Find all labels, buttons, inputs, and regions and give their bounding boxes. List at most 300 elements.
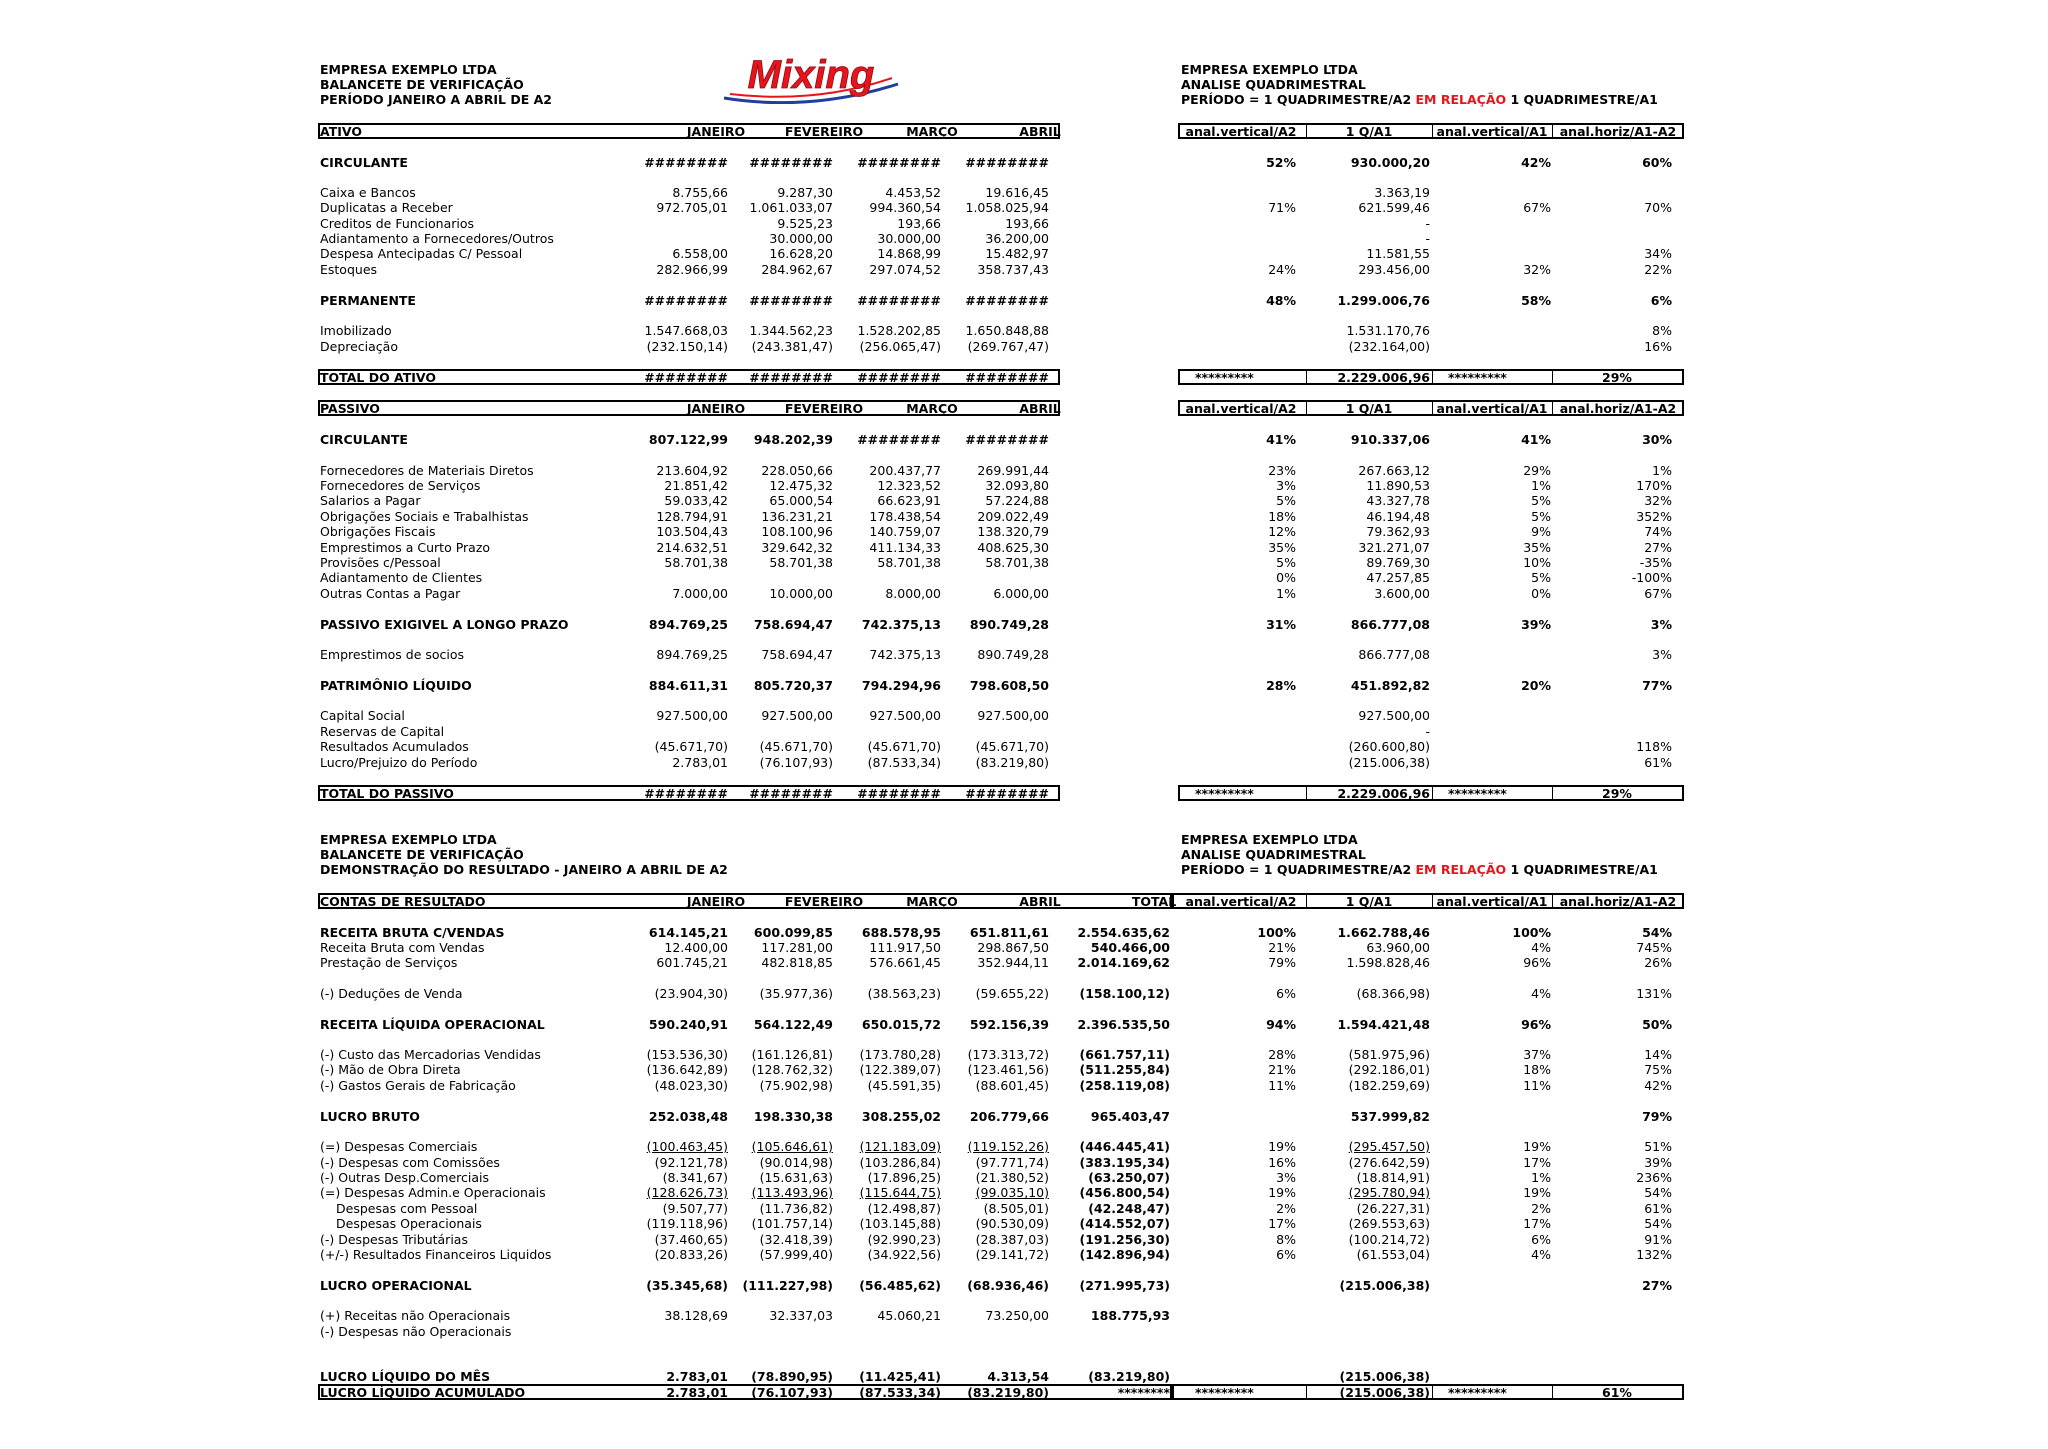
passivo-cell: 59.033,42 bbox=[664, 493, 728, 508]
analise-header-2 bbox=[1181, 832, 1658, 877]
ativo-cell: 193,66 bbox=[897, 216, 941, 231]
ativo-cell: 24% bbox=[1268, 262, 1296, 277]
resultado-cell: (88.601,45) bbox=[975, 1078, 1049, 1093]
ativo-cell: 32% bbox=[1523, 262, 1551, 277]
passivo-cell: 214.632,51 bbox=[656, 540, 728, 555]
company-name: EMPRESA EXEMPLO LTDA bbox=[320, 62, 497, 77]
ativo-cell: 1.061.033,07 bbox=[749, 200, 833, 215]
resultado-cell: (18.814,91) bbox=[1356, 1170, 1430, 1185]
dre-header bbox=[320, 832, 728, 877]
ativo-cell: 58% bbox=[1521, 293, 1551, 308]
passivo-row bbox=[0, 463, 2048, 478]
resultado-cell: 198.330,38 bbox=[753, 1109, 833, 1124]
passivo-cell: 12.475,32 bbox=[769, 478, 833, 493]
passivo-cell: 329.642,32 bbox=[761, 540, 833, 555]
resultado-cell: 28% bbox=[1268, 1047, 1296, 1062]
resultado-row-label: Prestação de Serviços bbox=[320, 955, 458, 970]
resultado-cell: (90.014,98) bbox=[759, 1155, 833, 1170]
passivo-total-cell: ######## bbox=[857, 786, 941, 801]
passivo-cell: -35% bbox=[1639, 555, 1672, 570]
resultado-analysis-header: anal.horiz/A1-A2 bbox=[1559, 894, 1677, 909]
passivo-cell: 103.504,43 bbox=[656, 524, 728, 539]
resultado-cell: 590.240,91 bbox=[648, 1017, 728, 1032]
resultado-row-label: LUCRO LÍQUIDO DO MÊS bbox=[320, 1369, 491, 1384]
resultado-cell: 21% bbox=[1268, 1062, 1296, 1077]
passivo-cell: ######## bbox=[965, 432, 1049, 447]
ativo-cell: 8.755,66 bbox=[672, 185, 728, 200]
resultado-cell: 63.960,00 bbox=[1366, 940, 1430, 955]
ativo-row-label: Depreciação bbox=[320, 339, 398, 354]
resultado-cell: 6% bbox=[1276, 1247, 1296, 1262]
resultado-cell: (295.457,50) bbox=[1348, 1139, 1430, 1154]
resultado-row-label: (-) Mão de Obra Direta bbox=[320, 1062, 461, 1077]
resultado-cell: 73.250,00 bbox=[985, 1308, 1049, 1323]
ativo-total-cell: ######## bbox=[857, 370, 941, 385]
resultado-cell: (122.389,07) bbox=[859, 1062, 941, 1077]
resultado-cell: (101.757,14) bbox=[751, 1216, 833, 1231]
resultado-analysis-header: anal.vertical/A2 bbox=[1185, 894, 1297, 909]
resultado-cell: 482.818,85 bbox=[761, 955, 833, 970]
resultado-cell: (32.418,39) bbox=[759, 1232, 833, 1247]
passivo-cell: 30% bbox=[1642, 432, 1672, 447]
passivo-month-header: ABRIL bbox=[1019, 401, 1061, 416]
ativo-row-label: Imobilizado bbox=[320, 323, 392, 338]
resultado-row-label: LUCRO BRUTO bbox=[320, 1109, 420, 1124]
passivo-cell: 9% bbox=[1531, 524, 1551, 539]
passivo-cell: 32% bbox=[1644, 493, 1672, 508]
resultado-row bbox=[0, 1369, 2048, 1384]
ativo-cell: 8% bbox=[1652, 323, 1672, 338]
resultado-row-label: (-) Deduções de Venda bbox=[320, 986, 463, 1001]
resultado-cell: (292.186,01) bbox=[1348, 1062, 1430, 1077]
resultado-row bbox=[0, 1078, 2048, 1093]
passivo-row bbox=[0, 478, 2048, 493]
passivo-cell: 138.320,79 bbox=[977, 524, 1049, 539]
ativo-cell: 60% bbox=[1642, 155, 1672, 170]
ativo-cell: 6% bbox=[1650, 293, 1672, 308]
resultado-cell: 51% bbox=[1644, 1139, 1672, 1154]
passivo-row bbox=[0, 540, 2048, 555]
ativo-cell: 621.599,46 bbox=[1358, 200, 1430, 215]
passivo-cell: 948.202,39 bbox=[753, 432, 833, 447]
resultado-cell: 651.811,61 bbox=[969, 925, 1049, 940]
em-relacao-highlight: EM RELAÇÃO bbox=[1415, 92, 1507, 107]
ativo-cell: 930.000,20 bbox=[1350, 155, 1430, 170]
passivo-cell: 58.701,38 bbox=[664, 555, 728, 570]
resultado-cell: (45.591,35) bbox=[867, 1078, 941, 1093]
resultado-cell: (182.259,69) bbox=[1348, 1078, 1430, 1093]
passivo-cell: ######## bbox=[857, 432, 941, 447]
ativo-cell: 284.962,67 bbox=[761, 262, 833, 277]
passivo-row bbox=[0, 739, 2048, 754]
resultado-header-row bbox=[0, 894, 2048, 909]
passivo-cell: 108.100,96 bbox=[761, 524, 833, 539]
resultado-cell: 54% bbox=[1644, 1216, 1672, 1231]
balancete-header bbox=[320, 62, 552, 107]
passivo-total-label: TOTAL DO PASSIVO bbox=[320, 786, 454, 801]
resultado-cell: (119.152,26) bbox=[967, 1139, 1049, 1154]
passivo-row-label: Capital Social bbox=[320, 708, 405, 723]
ativo-row bbox=[0, 262, 2048, 277]
passivo-row bbox=[0, 708, 2048, 723]
passivo-cell: 411.134,33 bbox=[869, 540, 941, 555]
resultado-cell: 188.775,93 bbox=[1090, 1308, 1170, 1323]
ativo-total-cell: ######## bbox=[965, 370, 1049, 385]
ativo-cell: 193,66 bbox=[1005, 216, 1049, 231]
analise-header bbox=[1181, 62, 1658, 107]
ativo-cell: 4.453,52 bbox=[885, 185, 941, 200]
passivo-cell: 5% bbox=[1531, 493, 1551, 508]
resultado-cell: 601.745,21 bbox=[656, 955, 728, 970]
resultado-cell: 96% bbox=[1521, 1017, 1551, 1032]
resultado-cell: (78.890,95) bbox=[751, 1369, 833, 1384]
resultado-cell: 1.662.788,46 bbox=[1337, 925, 1430, 940]
passivo-total-cell: ######## bbox=[965, 786, 1049, 801]
passivo-cell: (83.219,80) bbox=[975, 755, 1049, 770]
passivo-cell: 2.783,01 bbox=[672, 755, 728, 770]
resultado-cell: 32.337,03 bbox=[769, 1308, 833, 1323]
resultado-cell: 3% bbox=[1276, 1170, 1296, 1185]
ativo-total-cell: ######## bbox=[749, 370, 833, 385]
resultado-total-cell: ******** bbox=[1117, 1385, 1170, 1400]
resultado-cell: 61% bbox=[1644, 1201, 1672, 1216]
passivo-cell: 209.022,49 bbox=[977, 509, 1049, 524]
ativo-cell: 14.868,99 bbox=[877, 246, 941, 261]
resultado-row bbox=[0, 955, 2048, 970]
passivo-row-label: Resultados Acumulados bbox=[320, 739, 469, 754]
ativo-analysis-header: anal.vertical/A1 bbox=[1436, 124, 1548, 139]
ativo-cell: 30.000,00 bbox=[769, 231, 833, 246]
resultado-cell: 19% bbox=[1523, 1139, 1551, 1154]
passivo-cell: 3% bbox=[1276, 478, 1296, 493]
ativo-cell: 1.650.848,88 bbox=[965, 323, 1049, 338]
ativo-row bbox=[0, 200, 2048, 215]
resultado-cell: (42.248,47) bbox=[1088, 1201, 1170, 1216]
ativo-cell: 358.737,43 bbox=[977, 262, 1049, 277]
ativo-analysis-header: 1 Q/A1 bbox=[1345, 124, 1393, 139]
resultado-cell: (121.183,09) bbox=[859, 1139, 941, 1154]
resultado-cell: 2.396.535,50 bbox=[1077, 1017, 1170, 1032]
resultado-cell: (21.380,52) bbox=[975, 1170, 1049, 1185]
ativo-cell: 972.705,01 bbox=[656, 200, 728, 215]
passivo-cell: 352% bbox=[1636, 509, 1672, 524]
resultado-row-label: (-) Despesas com Comissões bbox=[320, 1155, 500, 1170]
passivo-row-label: Provisões c/Pessoal bbox=[320, 555, 441, 570]
resultado-cell: (119.118,96) bbox=[646, 1216, 728, 1231]
passivo-cell: 1% bbox=[1652, 463, 1672, 478]
passivo-cell: 927.500,00 bbox=[977, 708, 1049, 723]
resultado-cell: (215.006,38) bbox=[1339, 1278, 1430, 1293]
ativo-cell: 1.344.562,23 bbox=[749, 323, 833, 338]
ativo-cell: (232.164,00) bbox=[1348, 339, 1430, 354]
resultado-cell: 17% bbox=[1523, 1155, 1551, 1170]
passivo-row bbox=[0, 678, 2048, 693]
resultado-cell: 100% bbox=[1257, 925, 1296, 940]
ativo-cell: 1.547.668,03 bbox=[644, 323, 728, 338]
resultado-row bbox=[0, 1139, 2048, 1154]
resultado-cell: (123.461,56) bbox=[967, 1062, 1049, 1077]
resultado-row-label: Despesas com Pessoal bbox=[336, 1201, 478, 1216]
passivo-cell: 3.600,00 bbox=[1374, 586, 1430, 601]
ativo-cell: 297.074,52 bbox=[869, 262, 941, 277]
passivo-cell: 41% bbox=[1266, 432, 1296, 447]
resultado-cell: 91% bbox=[1644, 1232, 1672, 1247]
passivo-cell: (215.006,38) bbox=[1348, 755, 1430, 770]
resultado-month-header: ABRIL bbox=[1019, 894, 1061, 909]
resultado-cell: (26.227,31) bbox=[1356, 1201, 1430, 1216]
resultado-row-label: (+/-) Resultados Financeiros Liquidos bbox=[320, 1247, 552, 1262]
passivo-cell: 27% bbox=[1644, 540, 1672, 555]
passivo-cell: 46.194,48 bbox=[1366, 509, 1430, 524]
resultado-total-row bbox=[0, 1385, 2048, 1400]
passivo-cell: 794.294,96 bbox=[861, 678, 941, 693]
ativo-cell: 1.531.170,76 bbox=[1346, 323, 1430, 338]
resultado-cell: 1.598.828,46 bbox=[1346, 955, 1430, 970]
resultado-row bbox=[0, 1201, 2048, 1216]
resultado-cell: 131% bbox=[1636, 986, 1672, 1001]
resultado-row-label: RECEITA BRUTA C/VENDAS bbox=[320, 925, 505, 940]
resultado-cell: (20.833,26) bbox=[654, 1247, 728, 1262]
passivo-cell: (45.671,70) bbox=[759, 739, 833, 754]
resultado-row bbox=[0, 1247, 2048, 1262]
resultado-cell: 592.156,39 bbox=[969, 1017, 1049, 1032]
passivo-total-cell: 2.229.006,96 bbox=[1337, 786, 1430, 801]
passivo-analysis-header: anal.vertical/A1 bbox=[1436, 401, 1548, 416]
ativo-cell: 9.525,23 bbox=[777, 216, 833, 231]
passivo-cell: 39% bbox=[1521, 617, 1551, 632]
resultado-cell: 11% bbox=[1268, 1078, 1296, 1093]
ativo-month-header: MARÇO bbox=[906, 124, 958, 139]
passivo-cell: 798.608,50 bbox=[969, 678, 1049, 693]
resultado-cell: (456.800,54) bbox=[1079, 1185, 1170, 1200]
resultado-row bbox=[0, 986, 2048, 1001]
report-title-2: BALANCETE DE VERIFICAÇÃO bbox=[320, 847, 524, 862]
ativo-cell: 42% bbox=[1521, 155, 1551, 170]
mixing-logo bbox=[716, 54, 906, 104]
resultado-cell: 26% bbox=[1644, 955, 1672, 970]
ativo-cell: 30.000,00 bbox=[877, 231, 941, 246]
passivo-cell: 23% bbox=[1268, 463, 1296, 478]
resultado-cell: (100.463,45) bbox=[646, 1139, 728, 1154]
passivo-cell: 8.000,00 bbox=[885, 586, 941, 601]
resultado-cell: 11% bbox=[1523, 1078, 1551, 1093]
passivo-row bbox=[0, 755, 2048, 770]
report-period: PERÍODO JANEIRO A ABRIL DE A2 bbox=[320, 92, 552, 107]
resultado-month-header: JANEIRO bbox=[686, 894, 746, 909]
passivo-month-header: FEVEREIRO bbox=[784, 401, 864, 416]
resultado-cell: (35.977,36) bbox=[759, 986, 833, 1001]
resultado-row-label: (=) Despesas Admin.e Operacionais bbox=[320, 1185, 546, 1200]
passivo-row bbox=[0, 617, 2048, 632]
resultado-row bbox=[0, 1109, 2048, 1124]
ativo-cell: ######## bbox=[857, 293, 941, 308]
passivo-cell: 118% bbox=[1636, 739, 1672, 754]
ativo-row-label: PERMANENTE bbox=[320, 293, 416, 308]
passivo-cell: 1% bbox=[1531, 478, 1551, 493]
resultado-cell: (68.366,98) bbox=[1356, 986, 1430, 1001]
ativo-row bbox=[0, 246, 2048, 261]
ativo-row bbox=[0, 323, 2048, 338]
resultado-cell: 352.944,11 bbox=[977, 955, 1049, 970]
ativo-cell: (232.150,14) bbox=[646, 339, 728, 354]
passivo-total-cell: ********* bbox=[1195, 786, 1254, 801]
ativo-row bbox=[0, 339, 2048, 354]
ativo-analysis-header: anal.vertical/A2 bbox=[1185, 124, 1297, 139]
resultado-cell: 6% bbox=[1531, 1232, 1551, 1247]
resultado-cell: 308.255,02 bbox=[861, 1109, 941, 1124]
resultado-cell: 19% bbox=[1268, 1139, 1296, 1154]
resultado-cell: (48.023,30) bbox=[654, 1078, 728, 1093]
ativo-cell: 16% bbox=[1644, 339, 1672, 354]
passivo-analysis-header: anal.horiz/A1-A2 bbox=[1559, 401, 1677, 416]
resultado-cell: (97.771,74) bbox=[975, 1155, 1049, 1170]
passivo-cell: 321.271,07 bbox=[1358, 540, 1430, 555]
resultado-cell: (28.387,03) bbox=[975, 1232, 1049, 1247]
passivo-month-header: JANEIRO bbox=[686, 401, 746, 416]
passivo-total-cell: ********* bbox=[1448, 786, 1507, 801]
resultado-cell: 2% bbox=[1531, 1201, 1551, 1216]
ativo-row-label: Caixa e Bancos bbox=[320, 185, 416, 200]
passivo-cell: (45.671,70) bbox=[654, 739, 728, 754]
ativo-cell: 1.299.006,76 bbox=[1337, 293, 1430, 308]
resultado-cell: (136.642,89) bbox=[646, 1062, 728, 1077]
passivo-analysis-header: 1 Q/A1 bbox=[1345, 401, 1393, 416]
ativo-row bbox=[0, 185, 2048, 200]
passivo-cell: 58.701,38 bbox=[769, 555, 833, 570]
passivo-analysis-header: anal.vertical/A2 bbox=[1185, 401, 1297, 416]
ativo-cell: 16.628,20 bbox=[769, 246, 833, 261]
resultado-row bbox=[0, 1047, 2048, 1062]
passivo-row bbox=[0, 432, 2048, 447]
passivo-row-label: Obrigações Sociais e Trabalhistas bbox=[320, 509, 529, 524]
resultado-cell: 16% bbox=[1268, 1155, 1296, 1170]
resultado-cell: (161.126,81) bbox=[751, 1047, 833, 1062]
resultado-cell: (8.505,01) bbox=[983, 1201, 1049, 1216]
resultado-cell: 236% bbox=[1636, 1170, 1672, 1185]
resultado-row-label: RECEITA LÍQUIDA OPERACIONAL bbox=[320, 1017, 545, 1032]
passivo-row-label: Outras Contas a Pagar bbox=[320, 586, 461, 601]
passivo-cell: 451.892,82 bbox=[1350, 678, 1430, 693]
passivo-cell: (87.533,34) bbox=[867, 755, 941, 770]
analysis-period-2: PERÍODO = 1 QUADRIMESTRE/A2 EM RELAÇÃO 1 QUADRIMESTRE/A1 bbox=[1181, 862, 1658, 877]
passivo-cell: 6.000,00 bbox=[993, 586, 1049, 601]
resultado-cell: (269.553,63) bbox=[1348, 1216, 1430, 1231]
ativo-total-label: TOTAL DO ATIVO bbox=[320, 370, 437, 385]
resultado-cell: 614.145,21 bbox=[648, 925, 728, 940]
resultado-cell: (56.485,62) bbox=[859, 1278, 941, 1293]
passivo-cell: 10.000,00 bbox=[769, 586, 833, 601]
resultado-cell: (100.214,72) bbox=[1348, 1232, 1430, 1247]
ativo-cell: 67% bbox=[1523, 200, 1551, 215]
passivo-total-cell: 29% bbox=[1602, 786, 1632, 801]
passivo-row bbox=[0, 586, 2048, 601]
resultado-cell: (8.341,67) bbox=[662, 1170, 728, 1185]
passivo-cell: - bbox=[1425, 724, 1430, 739]
ativo-row-label: Despesa Antecipadas C/ Pessoal bbox=[320, 246, 523, 261]
resultado-total-label: LUCRO LÍQUIDO ACUMULADO bbox=[320, 1385, 526, 1400]
resultado-title-cell: CONTAS DE RESULTADO bbox=[320, 894, 486, 909]
resultado-cell: 45.060,21 bbox=[877, 1308, 941, 1323]
passivo-row bbox=[0, 493, 2048, 508]
ativo-total-cell: ######## bbox=[644, 370, 728, 385]
ativo-row-label: Creditos de Funcionarios bbox=[320, 216, 475, 231]
passivo-row-label: Emprestimos a Curto Prazo bbox=[320, 540, 491, 555]
passivo-row-label: Obrigações Fiscais bbox=[320, 524, 436, 539]
resultado-cell: 206.779,66 bbox=[969, 1109, 1049, 1124]
passivo-cell: 58.701,38 bbox=[877, 555, 941, 570]
resultado-cell: (271.995,73) bbox=[1079, 1278, 1170, 1293]
analysis-period: PERÍODO = 1 QUADRIMESTRE/A2 EM RELAÇÃO 1 QUADRIMESTRE/A1 bbox=[1181, 92, 1658, 107]
resultado-cell: (113.493,96) bbox=[751, 1185, 833, 1200]
resultado-cell: (276.642,59) bbox=[1348, 1155, 1430, 1170]
resultado-cell: 4% bbox=[1531, 1247, 1551, 1262]
ativo-analysis-header: anal.horiz/A1-A2 bbox=[1559, 124, 1677, 139]
passivo-cell: 5% bbox=[1276, 555, 1296, 570]
ativo-header-row bbox=[0, 124, 2048, 139]
passivo-row bbox=[0, 647, 2048, 662]
ativo-cell: 34% bbox=[1644, 246, 1672, 261]
resultado-cell: 17% bbox=[1268, 1216, 1296, 1231]
ativo-cell: - bbox=[1425, 216, 1430, 231]
resultado-total-cell: (215.006,38) bbox=[1339, 1385, 1430, 1400]
ativo-cell: 11.581,55 bbox=[1366, 246, 1430, 261]
resultado-month-header: MARÇO bbox=[906, 894, 958, 909]
resultado-total-cell: (83.219,80) bbox=[967, 1385, 1049, 1400]
passivo-title-cell: PASSIVO bbox=[320, 401, 380, 416]
resultado-cell: 117.281,00 bbox=[761, 940, 833, 955]
resultado-cell: (153.536,30) bbox=[646, 1047, 728, 1062]
passivo-cell: 10% bbox=[1523, 555, 1551, 570]
resultado-cell: (295.780,94) bbox=[1348, 1185, 1430, 1200]
passivo-cell: 884.611,31 bbox=[648, 678, 728, 693]
resultado-cell: (191.256,30) bbox=[1079, 1232, 1170, 1247]
passivo-cell: 228.050,66 bbox=[761, 463, 833, 478]
ativo-month-header: JANEIRO bbox=[686, 124, 746, 139]
passivo-row-label: CIRCULANTE bbox=[320, 432, 408, 447]
resultado-total-cell: ********* bbox=[1448, 1385, 1507, 1400]
passivo-cell: 890.749,28 bbox=[969, 617, 1049, 632]
resultado-row bbox=[0, 1062, 2048, 1077]
passivo-total-row bbox=[0, 786, 2048, 801]
resultado-row bbox=[0, 1155, 2048, 1170]
resultado-cell: (581.975,96) bbox=[1348, 1047, 1430, 1062]
resultado-cell: (57.999,40) bbox=[759, 1247, 833, 1262]
passivo-row-label: Fornecedores de Materiais Diretos bbox=[320, 463, 534, 478]
resultado-total-cell: 61% bbox=[1602, 1385, 1632, 1400]
passivo-cell: 18% bbox=[1268, 509, 1296, 524]
ativo-cell: (243.381,47) bbox=[751, 339, 833, 354]
resultado-total-cell: 2.783,01 bbox=[666, 1385, 728, 1400]
resultado-cell: 4.313,54 bbox=[987, 1369, 1049, 1384]
ativo-cell: 1.528.202,85 bbox=[857, 323, 941, 338]
ativo-row-label: Adiantamento a Fornecedores/Outros bbox=[320, 231, 554, 246]
resultado-cell: (17.896,25) bbox=[867, 1170, 941, 1185]
passivo-cell: 29% bbox=[1523, 463, 1551, 478]
ativo-row bbox=[0, 293, 2048, 308]
resultado-cell: 8% bbox=[1276, 1232, 1296, 1247]
resultado-cell: 576.661,45 bbox=[869, 955, 941, 970]
passivo-row bbox=[0, 724, 2048, 739]
ativo-cell: (269.767,47) bbox=[967, 339, 1049, 354]
ativo-total-cell: 2.229.006,96 bbox=[1337, 370, 1430, 385]
passivo-cell: 742.375,13 bbox=[869, 647, 941, 662]
resultado-cell: (35.345,68) bbox=[646, 1278, 728, 1293]
resultado-cell: 39% bbox=[1644, 1155, 1672, 1170]
passivo-cell: 35% bbox=[1523, 540, 1551, 555]
passivo-cell: 0% bbox=[1531, 586, 1551, 601]
passivo-row-label: PATRIMÔNIO LÍQUIDO bbox=[320, 678, 472, 693]
resultado-cell: (173.780,28) bbox=[859, 1047, 941, 1062]
